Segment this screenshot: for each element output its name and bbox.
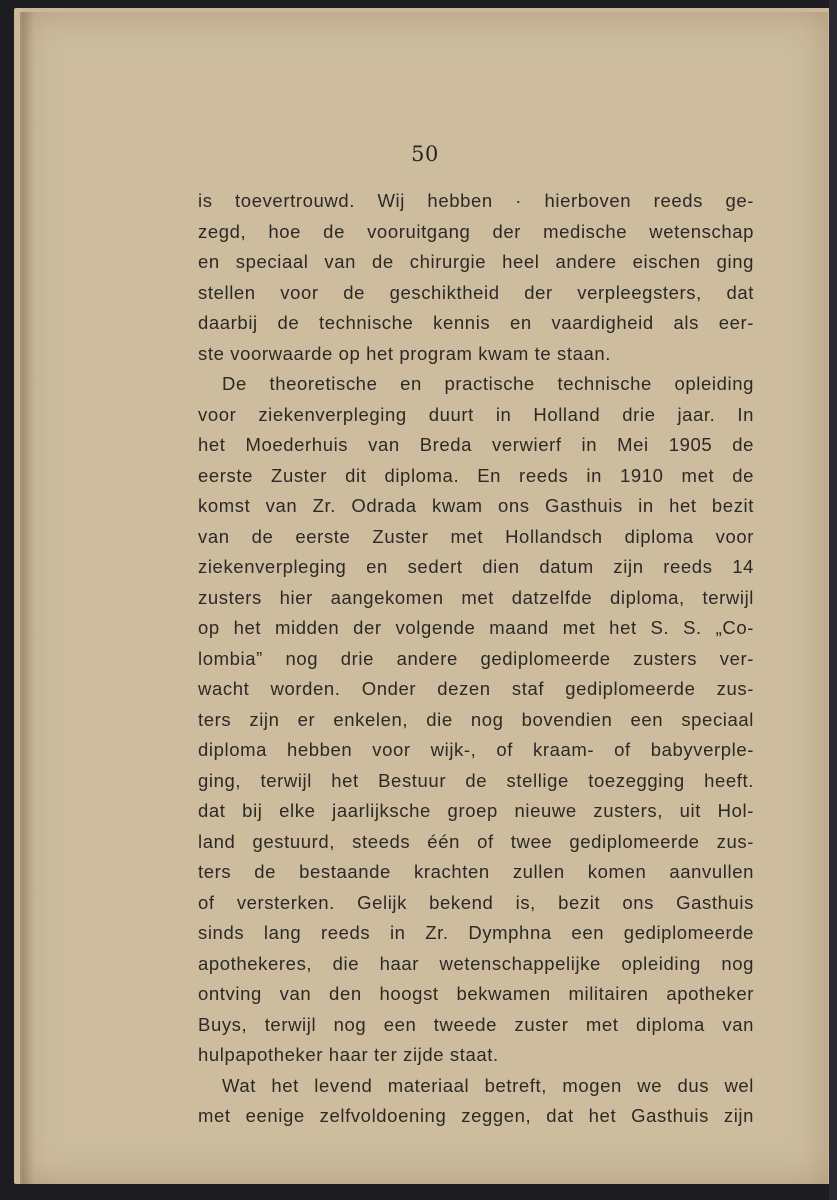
text-line: wacht worden. Onder dezen staf gediplomeerde zus- <box>198 678 754 699</box>
text-line: Buys, terwijl nog een tweede zuster met diploma van <box>198 1013 754 1035</box>
text-line: het Moederhuis van Breda verwierf in Mei 1905 de <box>198 434 754 455</box>
text-line: zegd, hoe de vooruitgang der medische wetenschap <box>198 220 754 242</box>
text-line: dat bij elke jaarlijksche groep nieuwe zusters, uit Hol- <box>198 800 754 821</box>
text-line: daarbij de technische kennis en vaardigheid als eer- <box>198 312 754 333</box>
body-text <box>198 186 754 1132</box>
text-line: komst van Zr. Odrada kwam ons Gasthuis in het bezit <box>198 495 754 516</box>
text-line: op het midden der volgende maand met het S. S. „Co- <box>198 617 754 638</box>
text-line: is toevertrouwd. Wij hebben · hierboven reeds ge- <box>198 190 754 211</box>
book-page <box>22 12 828 1184</box>
text-line: eerste Zuster dit diploma. En reeds in 1910 met de <box>198 464 754 486</box>
text-line: ste voorwaarde op het program kwam te staan. <box>198 342 612 364</box>
gutter-shadow <box>20 12 34 1184</box>
text-line: ging, terwijl het Bestuur de stellige toezegging heeft. <box>198 769 754 791</box>
text-line: ziekenverpleging en sedert dien datum zijn reeds 14 <box>198 556 754 577</box>
text-line: De theoretische en practische technische opleiding <box>222 373 754 394</box>
text-line: van de eerste Zuster met Hollandsch diploma voor <box>198 525 754 547</box>
scan-border <box>829 0 837 1200</box>
text-line: ters zijn er enkelen, die nog bovendien een speciaal <box>198 708 754 730</box>
text-line: voor ziekenverpleging duurt in Holland drie jaar. In <box>198 403 754 425</box>
text-line: lombia” nog drie andere gediplomeerde zusters ver- <box>198 647 754 669</box>
text-line: land gestuurd, steeds één of twee gediplomeerde zus- <box>198 830 754 852</box>
text-line: hulpapotheker haar ter zijde staat. <box>198 1044 499 1065</box>
text-line: ontving van den hoogst bekwamen militairen apotheker <box>198 983 754 1004</box>
text-line: apothekeres, die haar wetenschappelijke opleiding nog <box>198 952 754 974</box>
text-line: Wat het levend materiaal betreft, mogen we dus wel <box>222 1074 754 1096</box>
text-line: diploma hebben voor wijk-, of kraam- of babyverple- <box>198 739 754 760</box>
text-line: of versterken. Gelijk bekend is, bezit ons Gasthuis <box>198 891 754 913</box>
text-line: en speciaal van de chirurgie heel andere eischen ging <box>198 251 754 272</box>
text-line: ters de bestaande krachten zullen komen aanvullen <box>198 861 754 882</box>
text-line: met eenige zelfvoldoening zeggen, dat het Gasthuis zijn <box>198 1105 754 1126</box>
text-line: zusters hier aangekomen met datzelfde diploma, terwijl <box>198 586 754 608</box>
page-number: 50 <box>411 142 439 166</box>
text-line: sinds lang reeds in Zr. Dymphna een gediplomeerde <box>198 922 754 943</box>
text-line: stellen voor de geschiktheid der verpleegsters, dat <box>198 281 754 303</box>
